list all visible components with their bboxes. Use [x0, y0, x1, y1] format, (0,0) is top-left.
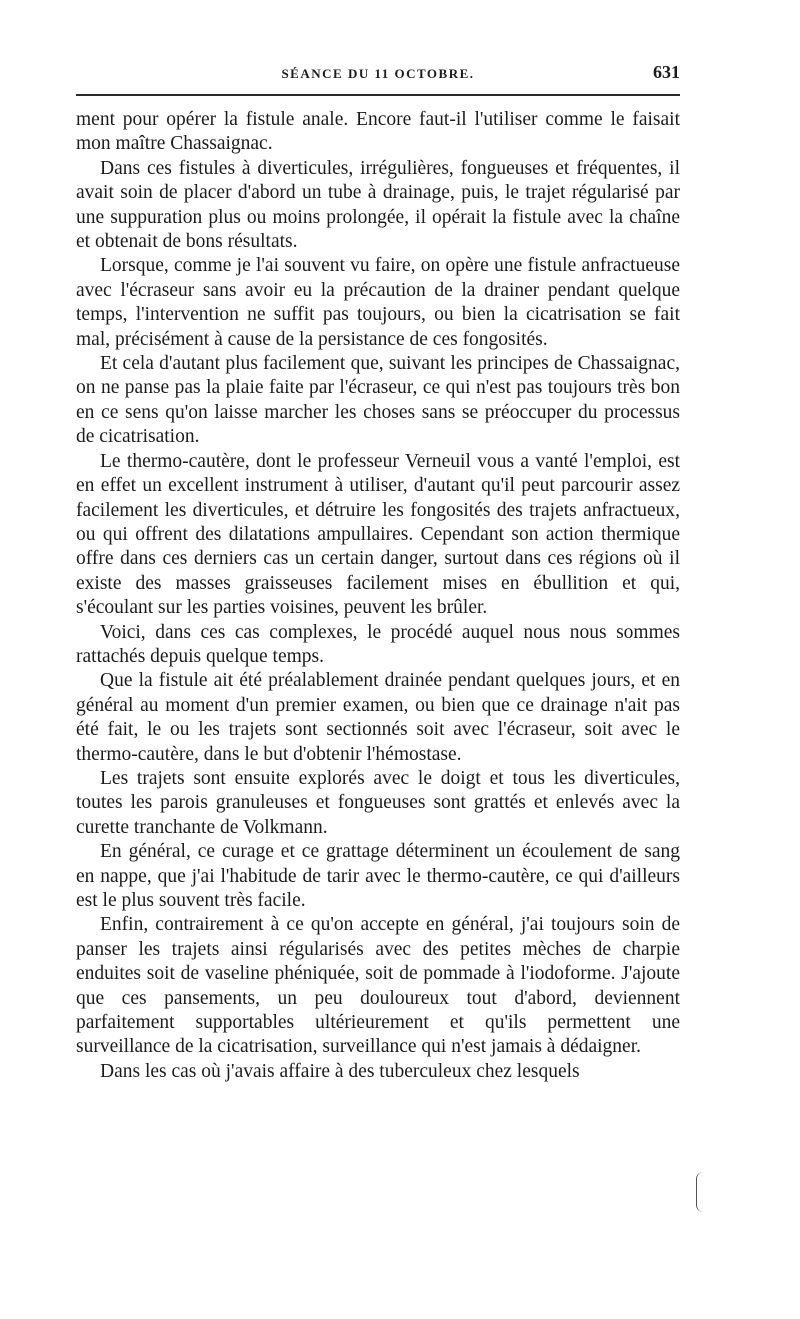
page-number: 631: [653, 62, 680, 82]
book-page: [76, 60, 680, 1084]
paragraph-5: Le thermo-cautère, dont le professeur Verneuil vous a vanté l'emploi, est en effet un excellent instrument à utiliser, d'autant qu'il peut parcourir assez facilement les diverticules, et détruire les fongosités des trajets anfractueux, ou qui offrent des dilatations ampullaires. Cependant son action thermique offre dans ces derniers cas un certain danger, surtout dans ces régions où il existe des masses graisseuses facilement mises en ébullition et qui, s'écoulant sur les parties voisines, peuvent les brûler.: [76, 450, 680, 619]
paragraph-8: Les trajets sont ensuite explorés avec le doigt et tous les diverticules, toutes les parois granuleuses et fongueuses sont grattés et enlevés avec la curette tranchante de Volkmann.: [76, 767, 680, 838]
paragraph-3: Lorsque, comme je l'ai souvent vu faire, on opère une fistule anfractueuse avec l'écraseur sans avoir eu la précaution de la drainer pendant quelque temps, l'intervention ne suffit pas toujours, ou bien la cicatrisation se fait mal, précisément à cause de la persistance de ces fongosités.: [76, 255, 680, 350]
paragraph-6: Voici, dans ces cas complexes, le procédé auquel nous nous sommes rattachés depuis quelque temps.: [76, 621, 680, 667]
paragraph-1: ment pour opérer la fistule anale. Encore faut-il l'utiliser comme le faisait mon maître Chassaignac.: [76, 109, 680, 155]
paragraph-7: Que la fistule ait été préalablement drainée pendant quelques jours, et en général au moment d'un premier examen, ou bien que ce drainage n'ait pas été fait, le ou les trajets sont sectionnés soit avec l'écraseur, soit avec le thermo-cautère, dans le but d'obtenir l'hémostase.: [76, 670, 680, 765]
paragraph-2: Dans ces fistules à diverticules, irrégulières, fongueuses et fréquentes, il avait soin de placer d'abord un tube à drainage, puis, le trajet régularisé par une suppuration plus ou moins prolongée, il opérait la fistule avec la chaîne et obtenait de bons résultats.: [76, 157, 680, 253]
margin-bracket-mark: [696, 1172, 703, 1212]
paragraph-4: Et cela d'autant plus facilement que, suivant les principes de Chassaignac, on ne panse pas la plaie faite par l'écraseur, ce qui n'est pas toujours très bon en ce sens qu'on laisse marcher les choses sans se préoccuper du processus de cicatrisation.: [76, 353, 680, 448]
body-text: [76, 108, 680, 1084]
running-title: SÉANCE DU 11 OCTOBRE.: [281, 66, 475, 81]
page-header: [76, 60, 680, 96]
paragraph-10: Enfin, contrairement à ce qu'on accepte en général, j'ai toujours soin de panser les trajets ainsi régularisés avec des petites mèches de charpie enduites soit de vaseline phéniquée, soit de pommade à l'iodoforme. J'ajoute que ces pansements, un peu douloureux tout d'abord, deviennent parfaitement supportables ultérieurement et qu'ils permettent une surveillance de la cicatrisation, surveillance qui n'est jamais à dédaigner.: [76, 914, 680, 1058]
paragraph-9: En général, ce curage et ce grattage déterminent un écoulement de sang en nappe, que j'ai l'habitude de tarir avec le thermo-cautère, ce qui d'ailleurs est le plus souvent très facile.: [76, 841, 680, 911]
paragraph-11: Dans les cas où j'avais affaire à des tuberculeux chez lesquels: [100, 1060, 580, 1082]
